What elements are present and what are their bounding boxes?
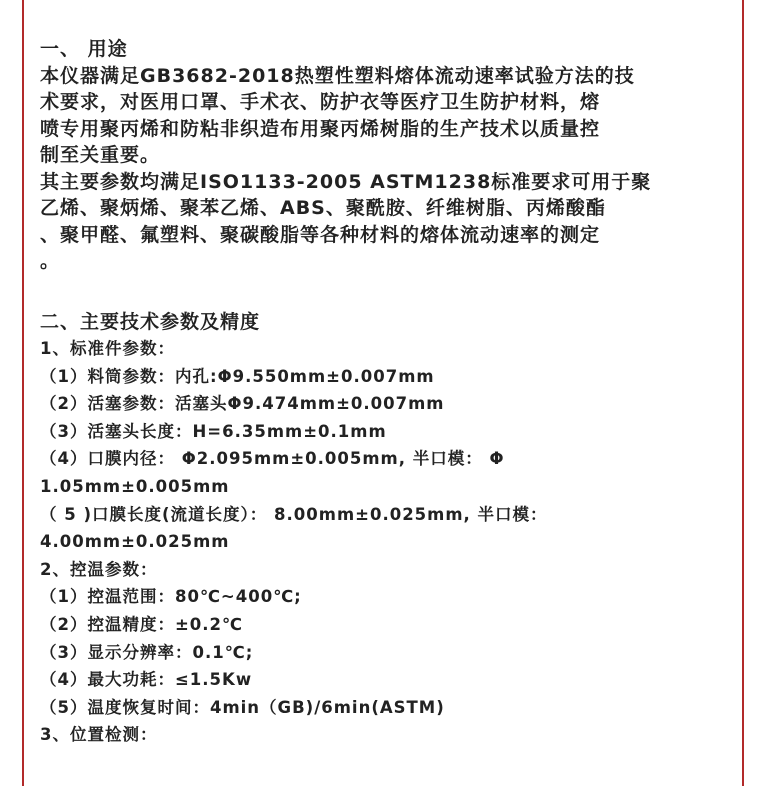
list-item: 3、位置检测：	[40, 725, 158, 745]
list-item: （3）显示分辨率：0.1℃;	[40, 642, 254, 662]
section1-heading: 一、 用途	[40, 38, 128, 60]
section1-para1	[40, 63, 740, 169]
list-item: （1）控温范围：80℃~400℃;	[40, 587, 302, 607]
section2-list	[40, 335, 740, 749]
list-item: （1）料筒参数：内孔:Φ9.550mm±0.007mm	[40, 366, 435, 386]
list-item: （2）活塞参数：活塞头Φ9.474mm±0.007mm	[40, 394, 445, 414]
text-line: 乙烯、聚炳烯、聚苯乙烯、ABS、聚酰胺、纤维树脂、丙烯酸酯	[40, 197, 606, 219]
list-item: （5）温度恢复时间：4min（GB)/6min(ASTM)	[40, 697, 445, 717]
list-item: 1.05mm±0.005mm	[40, 476, 230, 496]
list-item: （4）最大功耗：≤1.5Kw	[40, 670, 253, 690]
text-line: 喷专用聚丙烯和防粘非织造布用聚丙烯树脂的生产技术以质量控	[40, 117, 601, 140]
list-item: （2）控温精度：±0.2℃	[40, 614, 244, 634]
text-line: 制至关重要。	[40, 144, 161, 166]
text-line: 术要求，对医用口罩、手术衣、防护衣等医疗卫生防护材料，熔	[40, 91, 601, 113]
list-item: （3）活塞头长度：H=6.35mm±0.1mm	[40, 421, 387, 441]
list-item: 2、控温参数：	[40, 559, 158, 579]
text-line: 本仪器满足GB3682-2018热塑性塑料熔体流动速率试验方法的技	[40, 64, 635, 87]
list-item: 4.00mm±0.025mm	[40, 532, 230, 552]
text-line: 。	[40, 250, 61, 272]
section1-para2	[40, 169, 740, 275]
list-item: （4）口膜内径： Φ2.095mm±0.005mm, 半口模： Φ	[40, 449, 505, 469]
list-item: 1、标准件参数：	[40, 339, 175, 358]
text-line: 其主要参数均满足ISO1133-2005 ASTM1238标准要求可用于聚	[40, 170, 652, 193]
list-item: （ 5 )口膜长度(流道长度）： 8.00mm±0.025mm, 半口模：	[40, 504, 548, 524]
text-line: 、聚甲醛、氟塑料、聚碳酸脂等各种材料的熔体流动速率的测定	[40, 223, 601, 246]
section2-heading: 二、主要技术参数及精度	[40, 310, 261, 333]
document-body	[40, 36, 740, 749]
